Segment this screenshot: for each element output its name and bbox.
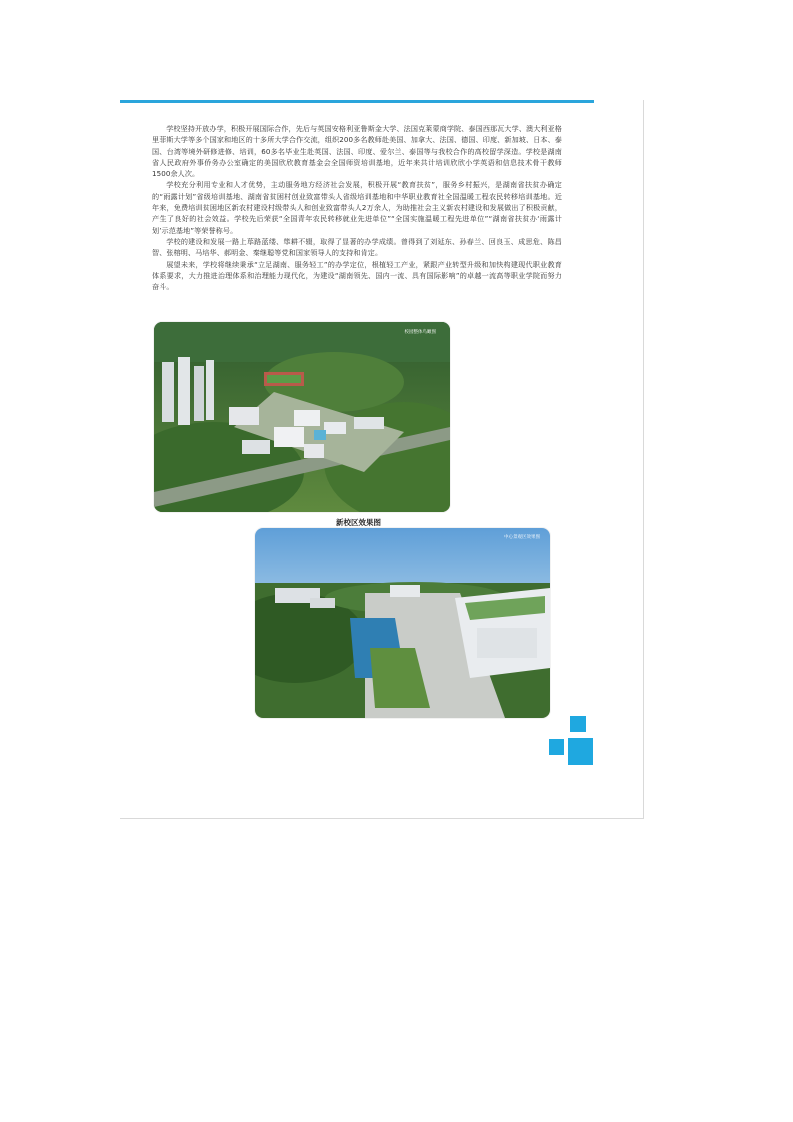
paragraph-outlook: 展望未来，学校将继续秉承“立足湖南、服务轻工”的办学定位，根植轻工产业，紧跟产业转型升级和加快构建现代职业教育体系要求，大力推进治理体系和治理能力现代化，为建设“湖南领先、国内一流、具有国际影响”的卓越一流高等职业学院而努力奋斗。	[152, 259, 562, 292]
aerial-image-tag: 校园整体鸟瞰图	[404, 330, 436, 335]
center-landscape-image	[255, 528, 550, 718]
decor-square-small-left	[549, 739, 564, 755]
campus-aerial-image	[154, 322, 450, 512]
header-rule	[120, 100, 594, 103]
paragraph-international: 学校坚持开放办学，积极开展国际合作，先后与英国安格利亚鲁斯金大学、法国克莱蒙商学院、泰国西那瓦大学、澳大利亚格里菲斯大学等多个国家和地区的十多所大学合作交流，组织200多名教师赴美国、加拿大、法国、德国、印度、新加坡、日本、泰国、台湾等境外研修进修、培训，60多名毕业生赴英国、法国、印度、爱尔兰、泰国等与我校合作的高校留学深造。学校是湖南省人民政府外事侨务办公室确定的美国欣欣教育基金会全国师资培训基地，近年来共计培训欣欣小学英语和信息技术骨干教师1500余人次。	[152, 124, 562, 179]
image-caption: 新校区效果图	[336, 518, 381, 527]
paragraph-achievements: 学校的建设和发展一路上荜路蓝缕、筚耕不辍，取得了显著的办学成绩。曾得到了刘延东、孙春兰、回良玉、成思危、陈昌智、张榕明、马培华、郝明金、秦继聪等党和国家领导人的支持和肯定。	[152, 236, 562, 258]
decor-square-small-top	[570, 716, 586, 732]
decor-square-large	[568, 738, 593, 765]
body-text	[152, 123, 562, 292]
center-image-tag: 中心景观区效果图	[504, 535, 540, 540]
paragraph-service: 学校充分利用专业和人才优势，主动服务地方经济社会发展，积极开展“教育扶贫”，服务乡村振兴，是湖南省扶贫办确定的“雨露计划”省级培训基地、湖南省贫困村创业致富带头人省级培训基地和中华职业教育社全国温暖工程农民转移培训基地。近年来，免费培训贫困地区新农村建设村级带头人和创业致富带头人2万余人，为助推社会主义新农村建设和发展做出了积极贡献，产生了良好的社会效益。学校先后荣获“全国青年农民转移就业先进单位”“全国实施温暖工程先进单位”“湖南省扶贫办‘雨露计划’示范基地”等荣誉称号。	[152, 180, 562, 235]
